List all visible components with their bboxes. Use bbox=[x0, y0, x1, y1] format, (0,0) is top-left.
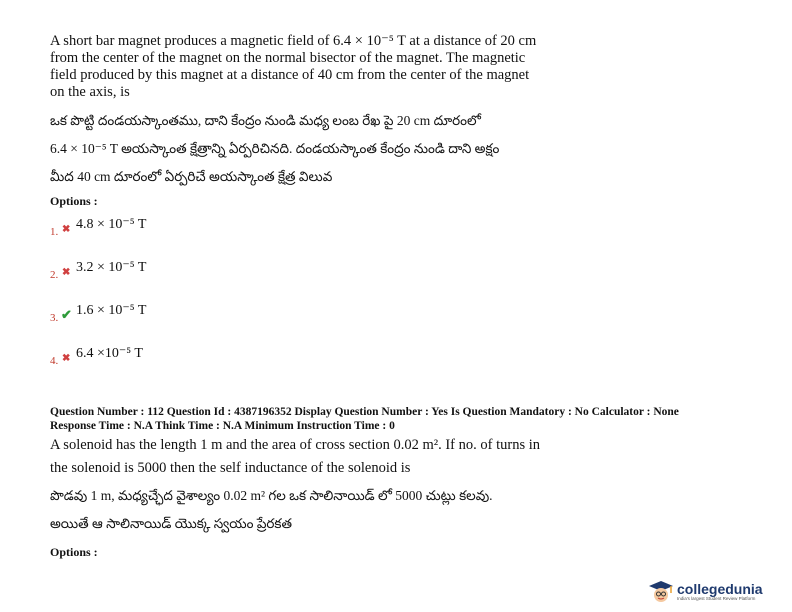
correct-check-icon: ✔ bbox=[61, 307, 72, 322]
question-meta-line: Response Time : N.A Think Time : N.A Minimum Instruction Time : 0 bbox=[50, 420, 395, 432]
options-label: Options : bbox=[50, 194, 98, 208]
wrong-mark-icon: ✖ bbox=[62, 353, 71, 364]
question-2-english bbox=[50, 437, 610, 477]
question-2-telugu bbox=[50, 488, 610, 532]
question-text-line: అయితే ఆ సాలినాయిడ్ యొక్క స్వయం ప్రేరకత bbox=[50, 516, 292, 531]
option-text: 3.2 × 10⁻⁵ T bbox=[76, 260, 147, 275]
question-text-line: field produced by this magnet at a distance of 40 cm from the center of the magnet bbox=[50, 67, 530, 83]
wrong-mark-icon: ✖ bbox=[62, 267, 71, 278]
question-meta bbox=[50, 405, 750, 433]
question-1-telugu bbox=[50, 113, 610, 185]
option-number: 1. bbox=[50, 226, 59, 238]
option-number: 3. bbox=[50, 312, 59, 324]
option-text: 4.8 × 10⁻⁵ T bbox=[76, 217, 147, 232]
option-number: 4. bbox=[50, 355, 59, 367]
question-text-line: మీద 40 cm దూరంలో ఏర్పరిచే అయస్కాంత క్షేత్ర విలువ bbox=[50, 169, 333, 184]
question-text-line: ఒక పొట్టి దండయస్కాంతము, దాని కేంద్రం నుండి మధ్య లంబ రేఖ పై 20 cm దూరంలో bbox=[50, 113, 481, 128]
question-1-english bbox=[50, 33, 590, 101]
option-number: 2. bbox=[50, 269, 59, 281]
option-text: 6.4 ×10⁻⁵ T bbox=[76, 346, 143, 361]
option-text: 1.6 × 10⁻⁵ T bbox=[76, 303, 147, 318]
question-text-line: the solenoid is 5000 then the self inductance of the solenoid is bbox=[50, 460, 411, 476]
question-text-line: పొడవు 1 m, మధ్యచ్ఛేద వైశాల్యం 0.02 m² గల ఒక సాలినాయిడ్ లో 5000 చుట్లు కలవు. bbox=[50, 488, 493, 503]
wrong-mark-icon: ✖ bbox=[62, 224, 71, 235]
question-meta-line: Question Number : 112 Question Id : 4387196352 Display Question Number : Yes Is Question Mandatory : No Calculator : None bbox=[50, 406, 679, 418]
options-label: Options : bbox=[50, 545, 98, 559]
brand-tagline: India's largest Student Review Platform bbox=[677, 596, 756, 601]
question-text-line: A short bar magnet produces a magnetic field of 6.4 × 10⁻⁵ T at a distance of 20 cm bbox=[50, 33, 537, 49]
brand-logo bbox=[648, 580, 763, 604]
question-text-line: A solenoid has the length 1 m and the area of cross section 0.02 m². If no. of turns in bbox=[50, 437, 540, 453]
question-text-line: from the center of the magnet on the normal bisector of the magnet. The magnetic bbox=[50, 50, 526, 66]
question-text-line: 6.4 × 10⁻⁵ T అయస్కాంత క్షేత్రాన్ని ఏర్పరిచినది. దండయస్కాంత కేంద్రం నుండి దాని అక్షం bbox=[50, 141, 500, 156]
graduate-mascot-icon bbox=[648, 580, 674, 604]
question-text-line: on the axis, is bbox=[50, 84, 130, 100]
brand-name: collegedunia bbox=[677, 581, 763, 597]
